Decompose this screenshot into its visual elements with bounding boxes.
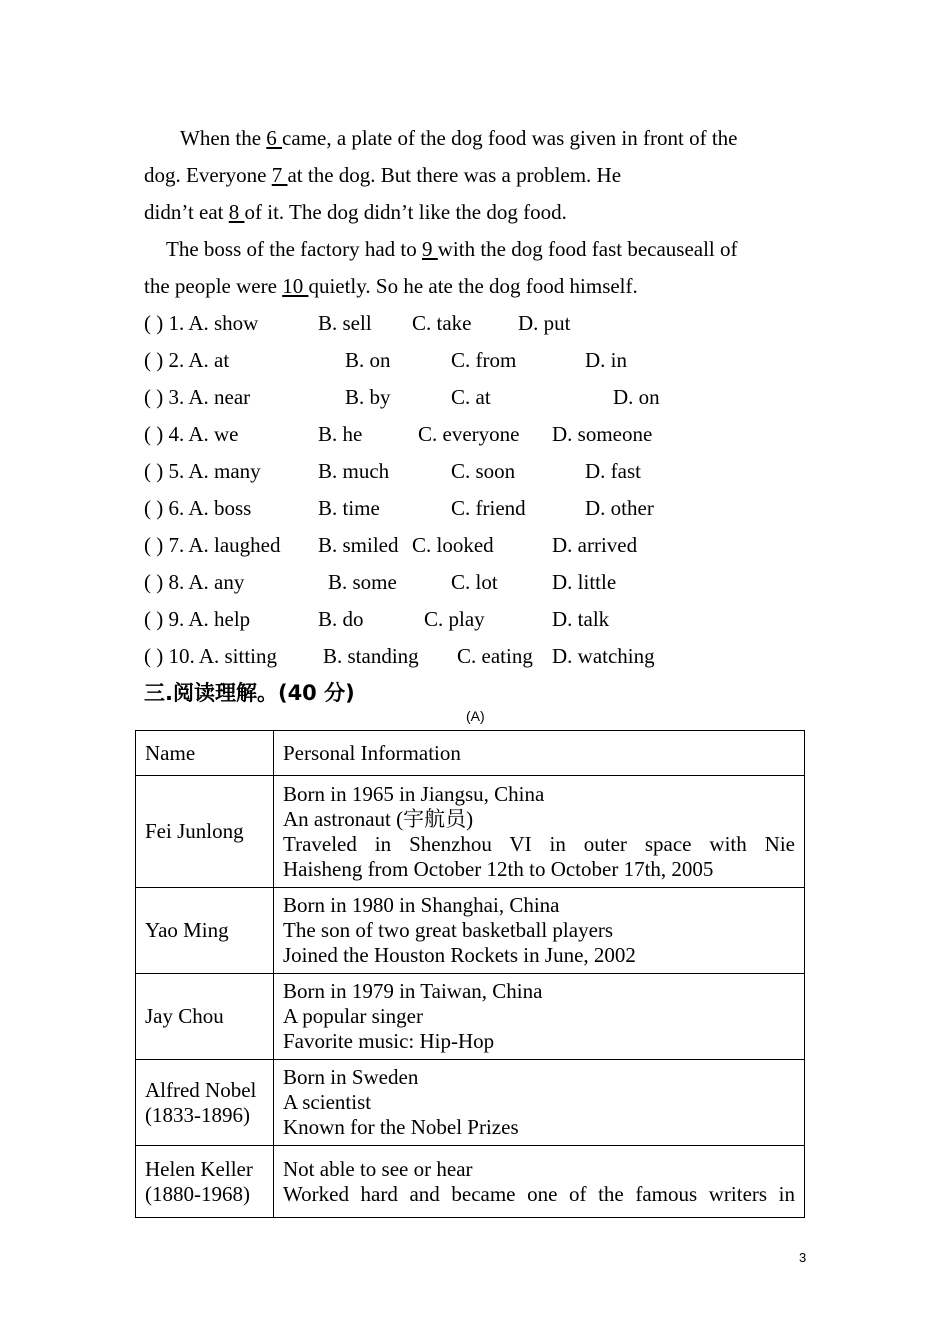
- option-b: B. smiled: [318, 533, 399, 557]
- option-b: B. sell: [318, 311, 372, 335]
- passage-line-2: dog. Everyone 7 at the dog. But there was a problem. He: [144, 163, 622, 187]
- passage-line-1: When the 6 came, a plate of the dog food was given in front of the: [180, 126, 738, 150]
- person-info: Not able to see or hear Worked hard and became one of the famous writers in: [274, 1146, 805, 1218]
- question-stem: ( ) 8. A. any: [144, 570, 245, 594]
- person-info: Born in 1980 in Shanghai, China The son of two great basketball players Joined the Houston Rockets in June, 2002: [274, 888, 805, 974]
- person-name: Helen Keller (1880-1968): [136, 1146, 274, 1218]
- option-c: C. soon: [451, 459, 516, 483]
- option-c: C. friend: [451, 496, 526, 520]
- table-row: [136, 888, 805, 974]
- option-c: C. at: [451, 385, 491, 409]
- question-stem: ( ) 4. A. we: [144, 422, 239, 446]
- option-d: D. someone: [552, 422, 653, 446]
- header-name: Name: [136, 731, 274, 776]
- option-c: C. eating: [457, 644, 533, 668]
- passage-line-5: the people were 10 quietly. So he ate the dog food himself.: [144, 274, 638, 298]
- option-d: D. talk: [552, 607, 610, 631]
- page-number: 3: [799, 1250, 807, 1265]
- question-stem: ( ) 6. A. boss: [144, 496, 252, 520]
- question-stem: ( ) 7. A. laughed: [144, 533, 281, 557]
- section-label: (A): [466, 708, 485, 724]
- person-name: Yao Ming: [136, 888, 274, 974]
- table-row: [136, 974, 805, 1060]
- option-d: D. arrived: [552, 533, 638, 557]
- option-d: D. put: [518, 311, 571, 335]
- question-stem: ( ) 9. A. help: [144, 607, 251, 631]
- blank-10: 10: [282, 274, 309, 298]
- option-b: B. by: [345, 385, 391, 409]
- option-d: D. watching: [552, 644, 655, 668]
- table-row: [136, 1060, 805, 1146]
- option-c: C. looked: [412, 533, 494, 557]
- passage-line-3: didn’t eat 8 of it. The dog didn’t like the dog food.: [144, 200, 567, 224]
- question-stem: ( ) 1. A. show: [144, 311, 259, 335]
- option-b: B. standing: [323, 644, 419, 668]
- info-table: [135, 730, 805, 1218]
- blank-8: 8: [228, 200, 245, 224]
- option-c: C. everyone: [418, 422, 520, 446]
- option-d: D. fast: [585, 459, 641, 483]
- question-stem: ( ) 10. A. sitting: [144, 644, 278, 668]
- option-b: B. time: [318, 496, 380, 520]
- blank-7: 7: [271, 163, 288, 187]
- person-name: Jay Chou: [136, 974, 274, 1060]
- option-d: D. little: [552, 570, 617, 594]
- person-name: Alfred Nobel (1833-1896): [136, 1060, 274, 1146]
- option-d: D. in: [585, 348, 627, 372]
- person-name: Fei Junlong: [136, 776, 274, 888]
- option-c: C. from: [451, 348, 517, 372]
- option-b: B. he: [318, 422, 363, 446]
- person-info: Born in 1965 in Jiangsu, China An astronaut (宇航员) Traveled in Shenzhou VI in outer space with Nie Haisheng from October 12th to October 17th, 2005: [274, 776, 805, 888]
- option-c: C. lot: [451, 570, 498, 594]
- option-d: D. other: [585, 496, 654, 520]
- table-row: [136, 1146, 805, 1218]
- header-info: Personal Information: [274, 731, 805, 776]
- section-heading: 三.阅读理解。(40 分): [144, 681, 355, 705]
- passage-line-4: The boss of the factory had to 9 with the dog food fast becauseall of: [166, 237, 738, 261]
- table-header-row: [136, 731, 805, 776]
- table-row: [136, 776, 805, 888]
- option-d: D. on: [613, 385, 660, 409]
- option-b: B. some: [328, 570, 397, 594]
- question-stem: ( ) 2. A. at: [144, 348, 230, 372]
- question-stem: ( ) 5. A. many: [144, 459, 261, 483]
- blank-6: 6: [266, 126, 283, 150]
- option-c: C. play: [424, 607, 485, 631]
- person-info: Born in Sweden A scientist Known for the Nobel Prizes: [274, 1060, 805, 1146]
- option-b: B. much: [318, 459, 390, 483]
- option-c: C. take: [412, 311, 472, 335]
- option-b: B. on: [345, 348, 391, 372]
- question-stem: ( ) 3. A. near: [144, 385, 251, 409]
- blank-9: 9: [422, 237, 438, 261]
- person-info: Born in 1979 in Taiwan, China A popular singer Favorite music: Hip-Hop: [274, 974, 805, 1060]
- option-b: B. do: [318, 607, 364, 631]
